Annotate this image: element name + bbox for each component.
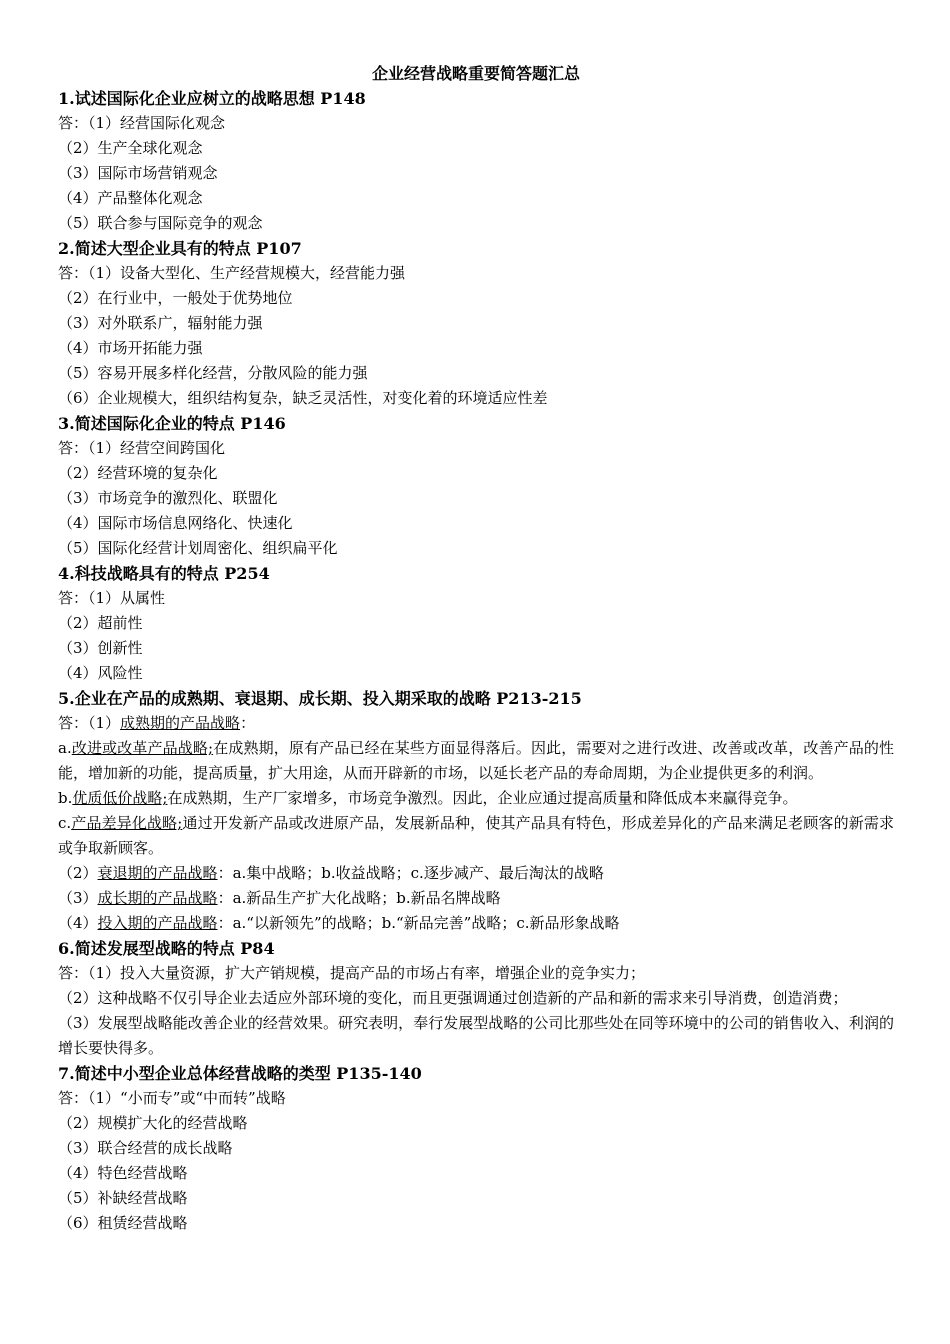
underlined-term: 衰退期的产品战略 (97, 864, 218, 882)
answer-line (58, 911, 894, 936)
answer-line: （2）经营环境的复杂化 (58, 464, 218, 482)
answer-line: （5）国际化经营计划周密化、组织扁平化 (58, 539, 338, 557)
question-4-title: 4.科技战略具有的特点 P254 (58, 564, 270, 583)
answer-prefix: 答：（1） (58, 714, 121, 732)
answer-line: （6）租赁经营战略 (58, 1214, 188, 1232)
answer-line: （3）对外联系广，辐射能力强 (58, 314, 263, 332)
answer-line: 答：（1）从属性 (58, 589, 166, 607)
question-7-title: 7.简述中小型企业总体经营战略的类型 P135-140 (58, 1064, 422, 1083)
answer-text: ：a.新品生产扩大化战略；b.新品名牌战略 (217, 889, 501, 907)
question-1-title: 1.试述国际化企业应树立的战略思想 P148 (58, 89, 366, 108)
underlined-term: 成长期的产品战略 (97, 889, 218, 907)
answer-line: 答：（1）经营国际化观念 (58, 114, 226, 132)
answer-line (58, 861, 894, 886)
answer-line: （4）特色经营战略 (58, 1164, 188, 1182)
item-prefix: a. (58, 739, 72, 757)
answer-line: （2）超前性 (58, 614, 143, 632)
answer-prefix: （3） (58, 889, 98, 907)
answer-line: （3）市场竞争的激烈化、联盟化 (58, 489, 278, 507)
answer-paragraph (58, 811, 894, 861)
underlined-term: 投入期的产品战略 (97, 914, 218, 932)
answer-line: （5）补缺经营战略 (58, 1189, 188, 1207)
answer-line: （5）联合参与国际竞争的观念 (58, 214, 263, 232)
answer-line: （4）市场开拓能力强 (58, 339, 203, 357)
answer-paragraph: （2）这种战略不仅引导企业去适应外部环境的变化，而且更强调通过创造新的产品和新的需求来引导消费，创造消费； (58, 989, 848, 1007)
answer-prefix: （2） (58, 864, 98, 882)
answer-paragraph (58, 786, 894, 811)
answer-line (58, 886, 894, 911)
underlined-term: 优质低价战略; (72, 789, 168, 807)
answer-line: 答：（1）“小而专”或“中而转”战略 (58, 1089, 286, 1107)
answer-line: （4）风险性 (58, 664, 143, 682)
question-3-title: 3.简述国际化企业的特点 P146 (58, 414, 286, 433)
answer-paragraph: （3）发展型战略能改善企业的经营效果。研究表明，奉行发展型战略的公司比那些处在同等环境中的公司的销售收入、利润的增长要快得多。 (58, 1014, 894, 1057)
answer-line: （5）容易开展多样化经营，分散风险的能力强 (58, 364, 368, 382)
answer-text: ： (240, 714, 256, 732)
answer-line: 答：（1）投入大量资源，扩大产销规模，提高产品的市场占有率，增强企业的竞争实力； (58, 964, 646, 982)
answer-text: ：a.“以新领先”的战略；b.“新品完善”战略；c.新品形象战略 (217, 914, 620, 932)
answer-line: （2）规模扩大化的经营战略 (58, 1114, 248, 1132)
answer-text: ：a.集中战略；b.收益战略；c.逐步减产、最后淘汰的战略 (217, 864, 604, 882)
question-5-title: 5.企业在产品的成熟期、衰退期、成长期、投入期采取的战略 P213-215 (58, 689, 582, 708)
answer-line: （3）联合经营的成长战略 (58, 1139, 233, 1157)
answer-text: 在成熟期，生产厂家增多，市场竞争激烈。因此，企业应通过提高质量和降低成本来赢得竞争。 (167, 789, 798, 807)
question-2-title: 2.简述大型企业具有的特点 P107 (58, 239, 302, 258)
answer-line: （2）生产全球化观念 (58, 139, 203, 157)
answer-text: 通过开发新产品或改进原产品，发展新品种，使其产品具有特色，形成差异化的产品来满足老顾客的新需求或争取新顾客。 (58, 814, 894, 857)
answer-paragraph (58, 736, 894, 786)
answer-text: 在成熟期，原有产品已经在某些方面显得落后。因此，需要对之进行改进、改善或改革，改善产品的性能，增加新的功能，提高质量，扩大用途，从而开辟新的市场，以延长老产品的寿命周期，为企业提供更多的利润。 (58, 739, 894, 782)
answer-line: （6）企业规模大，组织结构复杂，缺乏灵活性，对变化着的环境适应性差 (58, 389, 548, 407)
question-6-title: 6.简述发展型战略的特点 P84 (58, 939, 275, 958)
item-prefix: b. (58, 789, 73, 807)
answer-prefix: （4） (58, 914, 98, 932)
answer-line: （4）国际市场信息网络化、快速化 (58, 514, 293, 532)
underlined-term: 改进或改革产品战略; (71, 739, 214, 757)
answer-line: （3）国际市场营销观念 (58, 164, 218, 182)
item-prefix: c. (58, 814, 72, 832)
answer-line: （4）产品整体化观念 (58, 189, 203, 207)
document-page (58, 62, 894, 1236)
answer-line: （3）创新性 (58, 639, 143, 657)
answer-line (58, 711, 894, 736)
answer-line: （2）在行业中，一般处于优势地位 (58, 289, 293, 307)
underlined-term: 产品差异化战略; (71, 814, 183, 832)
document-title: 企业经营战略重要简答题汇总 (371, 64, 580, 83)
answer-line: 答：（1）设备大型化、生产经营规模大，经营能力强 (58, 264, 406, 282)
answer-line: 答：（1）经营空间跨国化 (58, 439, 226, 457)
underlined-term: 成熟期的产品战略 (120, 714, 241, 732)
